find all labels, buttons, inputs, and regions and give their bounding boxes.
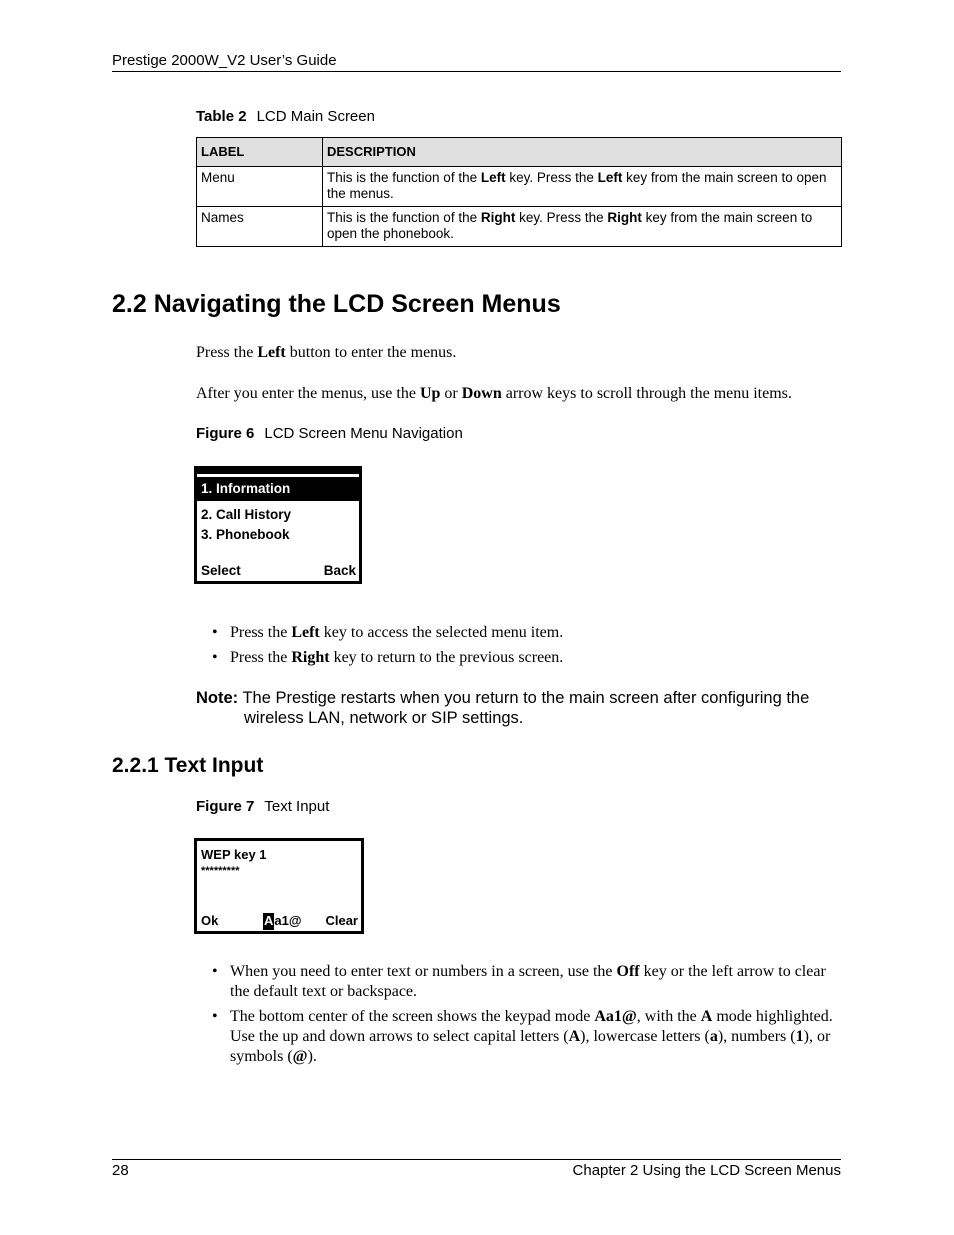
figure-caption-title: Text Input xyxy=(264,798,330,815)
table-caption-title: LCD Main Screen xyxy=(256,108,375,125)
lcd-softkey-ok[interactable]: Ok xyxy=(201,913,219,928)
header-rule xyxy=(112,71,841,72)
bullet-item: • Press the Left key to access the selected menu item. xyxy=(212,624,564,641)
column-header-label: LABEL xyxy=(197,138,323,167)
paragraph: After you enter the menus, use the Up or Down arrow keys to scroll through the menu items. xyxy=(196,385,792,402)
cell-description: This is the function of the Right key. Press the Right key from the main screen to open the phonebook. xyxy=(323,207,842,247)
lcd-mode-rest: a1@ xyxy=(274,913,302,928)
lcd-menu-item[interactable]: 2. Call History xyxy=(201,507,292,522)
page-number: 28 xyxy=(112,1162,129,1179)
note-text: The Prestige restarts when you return to the main screen after configuring the xyxy=(242,689,810,707)
subsection-heading: 2.2.1 Text Input xyxy=(112,754,264,777)
figure-caption-title: LCD Screen Menu Navigation xyxy=(264,425,463,442)
column-header-description: DESCRIPTION xyxy=(323,138,842,167)
lcd-input-value[interactable]: ********* xyxy=(201,865,240,877)
lcd-mode-highlight: A xyxy=(264,913,274,928)
table-header-row xyxy=(197,138,842,167)
lcd-softkey-select[interactable]: Select xyxy=(201,563,241,578)
lcd-menu-screen xyxy=(194,466,362,584)
lcd-softkey-clear[interactable]: Clear xyxy=(325,913,358,928)
note-label: Note: xyxy=(196,689,239,707)
table-row xyxy=(197,167,842,207)
figure-caption xyxy=(196,425,463,442)
figure-caption xyxy=(196,798,329,815)
table-caption xyxy=(196,108,375,125)
figure-caption-label: Figure 6 xyxy=(196,425,255,442)
note-text-continued: wireless LAN, network or SIP settings. xyxy=(244,709,524,727)
running-head: Prestige 2000W_V2 User’s Guide xyxy=(112,52,337,69)
cell-label: Menu xyxy=(197,167,323,207)
chapter-footer: Chapter 2 Using the LCD Screen Menus xyxy=(572,1162,841,1179)
cell-description: This is the function of the Left key. Press the Left key from the main screen to open the menus. xyxy=(323,167,842,207)
note xyxy=(196,688,846,728)
table-caption-label: Table 2 xyxy=(196,108,247,125)
lcd-keypad-mode[interactable] xyxy=(263,913,302,930)
cell-label: Names xyxy=(197,207,323,247)
footer-rule xyxy=(112,1159,841,1160)
paragraph: Press the Left button to enter the menus. xyxy=(196,344,457,361)
bullet-item: • Press the Right key to return to the previous screen. xyxy=(212,649,564,666)
lcd-selected-menu-item[interactable]: 1. Information xyxy=(197,477,359,501)
table-row xyxy=(197,207,842,247)
lcd-text-input-screen xyxy=(194,838,364,934)
section-heading: 2.2 Navigating the LCD Screen Menus xyxy=(112,290,561,318)
figure-caption-label: Figure 7 xyxy=(196,798,255,815)
bullet-item: • When you need to enter text or numbers in a screen, use the Off key or the left arrow to clear the default text or backspace. xyxy=(212,963,826,1000)
lcd-softkey-back[interactable]: Back xyxy=(323,563,356,578)
bullet-item: • The bottom center of the screen shows the keypad mode Aa1@, with the A mode highlighted. Use the up and down arrows to select capital letters (A), lowercase letters (a), numbers (1), or symbols (@). xyxy=(212,1008,833,1065)
bullet-list xyxy=(212,623,842,673)
bullet-list xyxy=(212,962,842,1072)
lcd-top-bar xyxy=(197,469,359,474)
lcd-menu-item[interactable]: 3. Phonebook xyxy=(201,527,290,542)
lcd-main-screen-table xyxy=(196,137,842,247)
lcd-input-title: WEP key 1 xyxy=(201,847,267,862)
